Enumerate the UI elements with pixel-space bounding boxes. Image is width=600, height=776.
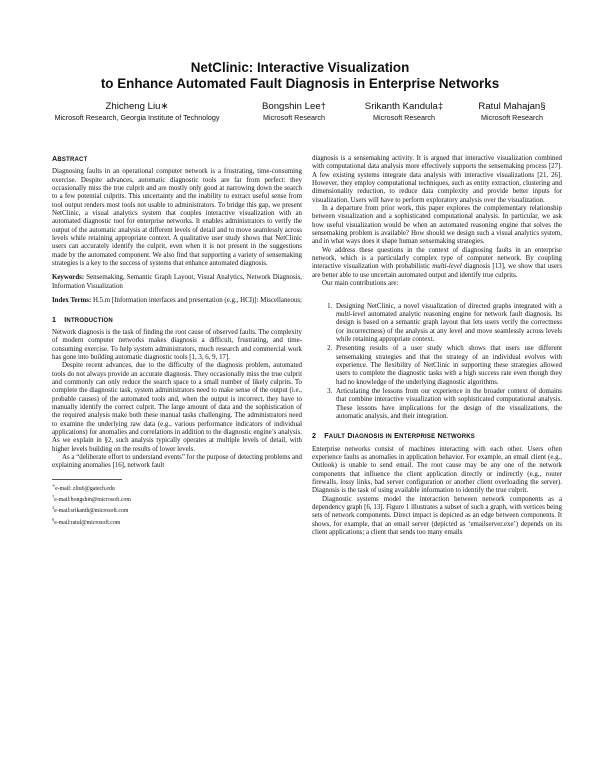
intro-paragraph-1: Network diagnosis is the task of finding the root cause of observed faults. The complexity of modern computer networks makes diagnosis a difficult, frustrating, and time-consuming exercise. To help system administrators, much research and commercial work has gone into building automatic diagnostic tools [1, 3, 6, 9, 17].: [52, 328, 302, 361]
author-2: [244, 101, 344, 123]
footnote-4: §e-mail:ratul@microsoft.com: [52, 516, 121, 526]
footnote-1: ∗e-mail: zliu6@gatech.edu: [52, 482, 115, 492]
list-item: 1. Designing NetClinic, a novel visualization of directed graphs integrated with a multi-level automated analytic reasoning engine for network fault diagnosis. Its design is based on a semantic graph layout that lets users verify the correctness (or incorrectness) of the analysis at any level and move seamlessly across levels while retaining appropriate context.: [334, 303, 562, 345]
footnote-2: †e-mail:bongshin@microsoft.com: [52, 494, 131, 503]
footnotes: [52, 482, 302, 527]
author-4: [462, 101, 562, 123]
section-number: 1: [52, 314, 57, 324]
title-line-2: to Enhance Automated Fault Diagnosis in Enterprise Networks: [100, 76, 500, 91]
intro-paragraph-3: As a “deliberate effort to understand events” for the purpose of detecting problems and explaining anomalies [16], network fault: [52, 454, 302, 470]
author-1: [52, 101, 222, 123]
right-column: [312, 155, 562, 537]
abstract-heading: ABSTRACT: [52, 154, 88, 163]
paper-title: [0, 60, 600, 92]
author-affiliation: Microsoft Research, Georgia Institute of Technology: [54, 113, 220, 122]
index-terms: [52, 297, 302, 305]
index-terms-text: H.5.m [Information interfaces and presentation (e.g., HCI)]: Miscellaneous;: [92, 297, 302, 305]
body-paragraph: We address these questions in the context of diagnosing faults in an enterprise network, which is a particularly complex type of computer network. By coupling interactive visualization with probabilistic multi-level diagnosis [13], we show that users are better able to use uncertain automated output and identify true culprits.: [312, 246, 562, 279]
section-2-paragraph-1: Enterprise networks consist of machines interacting with each other. Users often experience faults as anomalies in application behavior. For example, an email client (e.g., Outlook) is unable to send email. The root cause may be any one of the network components that influence the client application directly or indirectly (e.g., router firewalls, lossy links, bad server configuration or another client overloading the server). Diagnosis is the task of using available information to identify the true culprit.: [312, 445, 562, 495]
body-paragraph: diagnosis is a sensemaking activity. It is argued that interactive visualization combined with computational data analysis more effectively supports the sensemaking process [27]. A few existing systems integrate data analysis with interactive visualizations [21, 26]. However, they employ computational techniques, such as entity extraction, clustering and dimensionality reduction, to reduce data complexity and provide better inputs for visualization. Users will have to perform exploratory analysis over the visualization.: [312, 155, 562, 204]
author-affiliation: Microsoft Research: [263, 113, 325, 122]
footnote-3: ‡e-mail:srikanth@microsoft.com: [52, 505, 129, 515]
list-item: 3. Articulating the lessons from our experience in the broader context of domains that combine interactive visualization with sophisticated computational analysis. These lessons have implications for the design of the visualizations, the automatic analysis, and their integration.: [334, 388, 562, 421]
contributions-intro: Our main contributions are:: [322, 280, 399, 288]
section-2-heading: 2 FAULT DIAGNOSIS IN ENTERPRISE NETWORKS: [312, 431, 475, 441]
section-number: 2: [312, 431, 317, 441]
abstract-text: Diagnosing faults in an operational computer network is a frustrating, time-consuming exercise. Despite advances, automatic diagnostic tools are far from perfect: they occasionally miss the true culprit and are mostly only good at narrowing down the search to a few potential culprits. This uncertainty and the inability to extract useful sense from tool output renders most tools not usable to administrators. To bridge this gap, we present NetClinic, a visual analytics system that couples interactive visualization with an automated diagnostic tool for enterprise networks. It enables administrators to verify the output of the automatic analysis at different levels of detail and to move seamlessly across levels while retaining appropriate context. A qualitative user study shows that NetClinic users can accurately identify the culprit, even when it is not present in the suggestions made by the automated component. We also find that supporting a variety of sensemaking strategies is a key to the success of systems that enhance automated diagnosis.: [52, 168, 302, 268]
author-name: Srikanth Kandula‡: [364, 101, 444, 112]
author-affiliation: Microsoft Research: [481, 113, 543, 122]
author-block: [52, 101, 562, 131]
keywords-label: Keywords:: [52, 274, 85, 282]
author-name: Ratul Mahajan§: [478, 101, 546, 112]
author-affiliation: Microsoft Research: [373, 113, 435, 122]
section-1-heading: 1 INTRODUCTION: [52, 314, 113, 324]
list-item: 2. Presenting results of a user study which shows that users use different sensemaking strategies and that the strategy of an individual evolves with experience. The flexibility of NetClinic in supporting these strategies allowed users to complete the diagnostic tasks with a high success rate even though they had no knowledge of the underlying diagnostic algorithms.: [334, 345, 562, 387]
title-line-1: NetClinic: Interactive Visualization: [190, 60, 410, 75]
body-paragraph: In a departure from prior work, this paper explores the complementary relationship between visualization and a sophisticated computational analysis. In particular, we ask how useful visualization would be when an automated reasoning engine that solves the sensemaking problem is available? How should we design such a visual analytics system, and in what ways does it shape human sensemaking strategies.: [312, 205, 562, 246]
keywords: [52, 274, 302, 291]
footnote-rule: [52, 479, 122, 480]
contributions-list: [312, 303, 562, 422]
keywords-text: Sensemaking, Semantic Graph Layout, Visual Analytics, Network Diagnosis, Information Visualization: [52, 274, 302, 290]
author-name: Bongshin Lee†: [261, 101, 326, 112]
intro-paragraph-2: Despite recent advances, due to the difficulty of the diagnosis problem, automated tools do not always provide an accurate diagnosis. They occasionally miss the true culprit and commonly can only reduce the search space to a small number of likely culprits. To complete the diagnostic task, system administrators need to make sense of the output (i.e., probable causes) of the automated tools and, when the output is incorrect, they have to manually identify the correct culprit. The large amount of data and the sophistication of the required analysis make both these manual tasks challenging. The administrators need to examine the underlying raw data (e.g., various performance indicators of individual applications) for anomalies and correlations in addition to the diagnostic engine’s analysis. As we explain in §2, such analysis typically operates at multiple levels of detail, with higher levels building on the results of lower levels.: [52, 362, 302, 453]
section-2-paragraph-2: Diagnostic systems model the interaction between network components as a dependency graph [6, 13]. Figure 1 illustrates a subset of such a graph, with vertices being sets of network components. Direct impact is depicted as an edge between components. It shows, for example, that an email server (depicted as ‘emailserver.exe’) depends on its client applications; a client that sends too many emails: [312, 495, 562, 537]
author-3: [354, 101, 454, 123]
left-column: [52, 155, 302, 527]
index-terms-label: Index Terms:: [52, 297, 92, 305]
author-name: Zhicheng Liu∗: [105, 101, 169, 112]
